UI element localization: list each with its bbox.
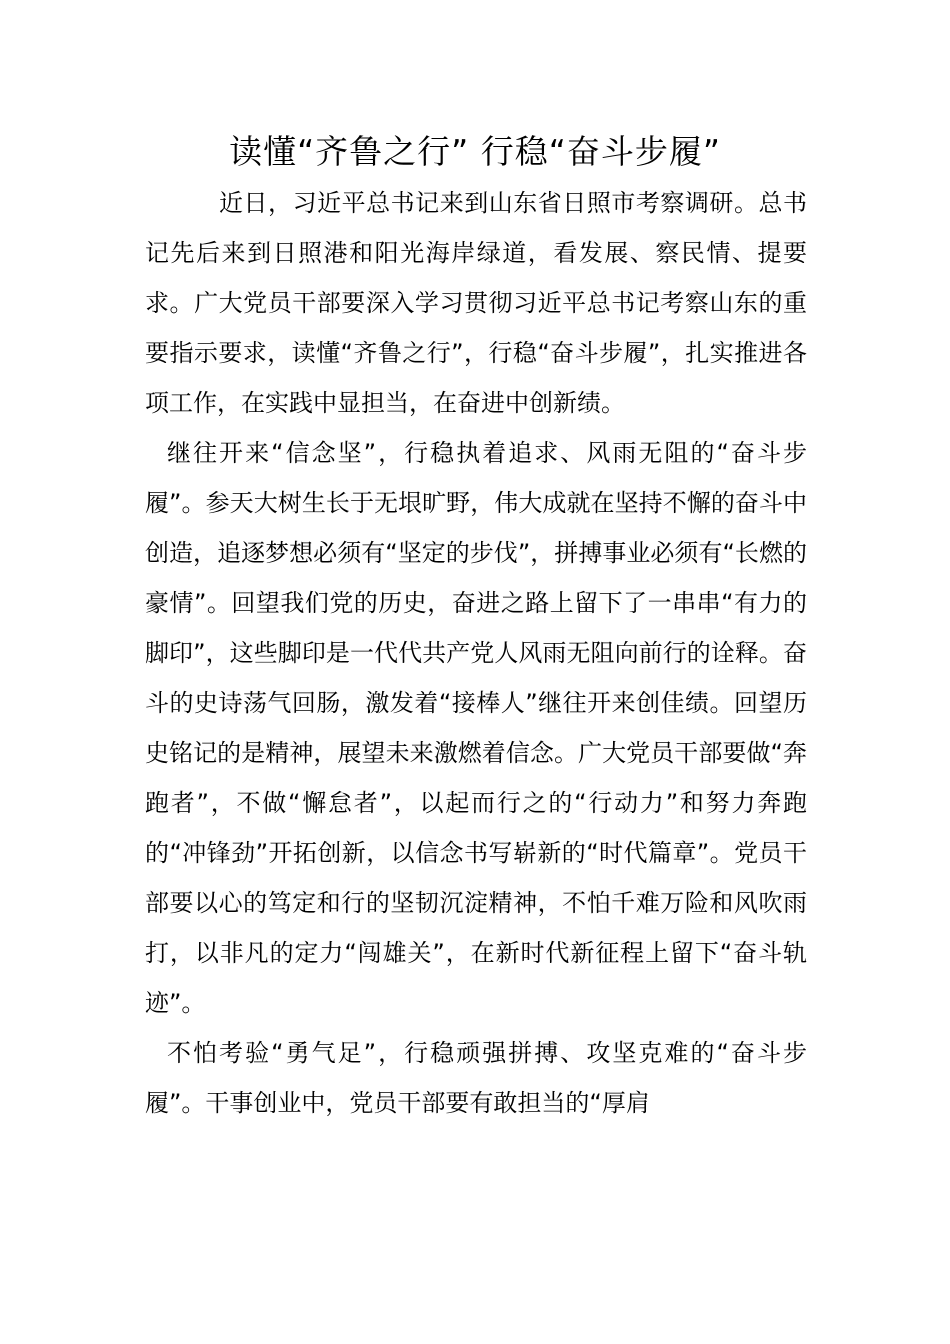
document-body <box>145 178 807 1128</box>
document-title: 读懂“齐鲁之行” 行稳“奋斗步履” <box>229 132 721 171</box>
paragraph-intro: 近日，习近平总书记来到山东省日照市考察调研。总书记先后来到日照港和阳光海岸绿道，看发展、察民情、提要求。广大党员干部要深入学习贯彻习近平总书记考察山东的重要指示要求，读懂“齐鲁之行”，行稳“奋斗步履”，扎实推进各项工作，在实践中显担当，在奋进中创新绩。 <box>145 189 807 417</box>
paragraph-courage: 不怕考验“勇气足”，行稳顽强拼搏、攻坚克难的“奋斗步履”。干事创业中，党员干部要有敢担当的“厚肩 <box>145 1039 807 1117</box>
paragraph-faith: 继往开来“信念坚”，行稳执着追求、风雨无阻的“奋斗步履”。参天大树生长于无垠旷野，伟大成就在坚持不懈的奋斗中创造，追逐梦想必须有“坚定的步伐”，拼搏事业必须有“长燃的豪情”。回望我们党的历史，奋进之路上留下了一串串“有力的脚印”，这些脚印是一代代共产党人风雨无阻向前行的诠释。奋斗的史诗荡气回肠，激发着“接棒人”继往开来创佳绩。回望历史铭记的是精神，展望未来激燃着信念。广大党员干部要做“奔跑者”，不做“懈怠者”，以起而行之的“行动力”和努力奔跑的“冲锋劲”开拓创新，以信念书写崭新的“时代篇章”。党员干部要以心的笃定和行的坚韧沉淀精神，不怕千难万险和风吹雨打，以非凡的定力“闯雄关”，在新时代新征程上留下“奋斗轨迹”。 <box>145 439 807 1017</box>
